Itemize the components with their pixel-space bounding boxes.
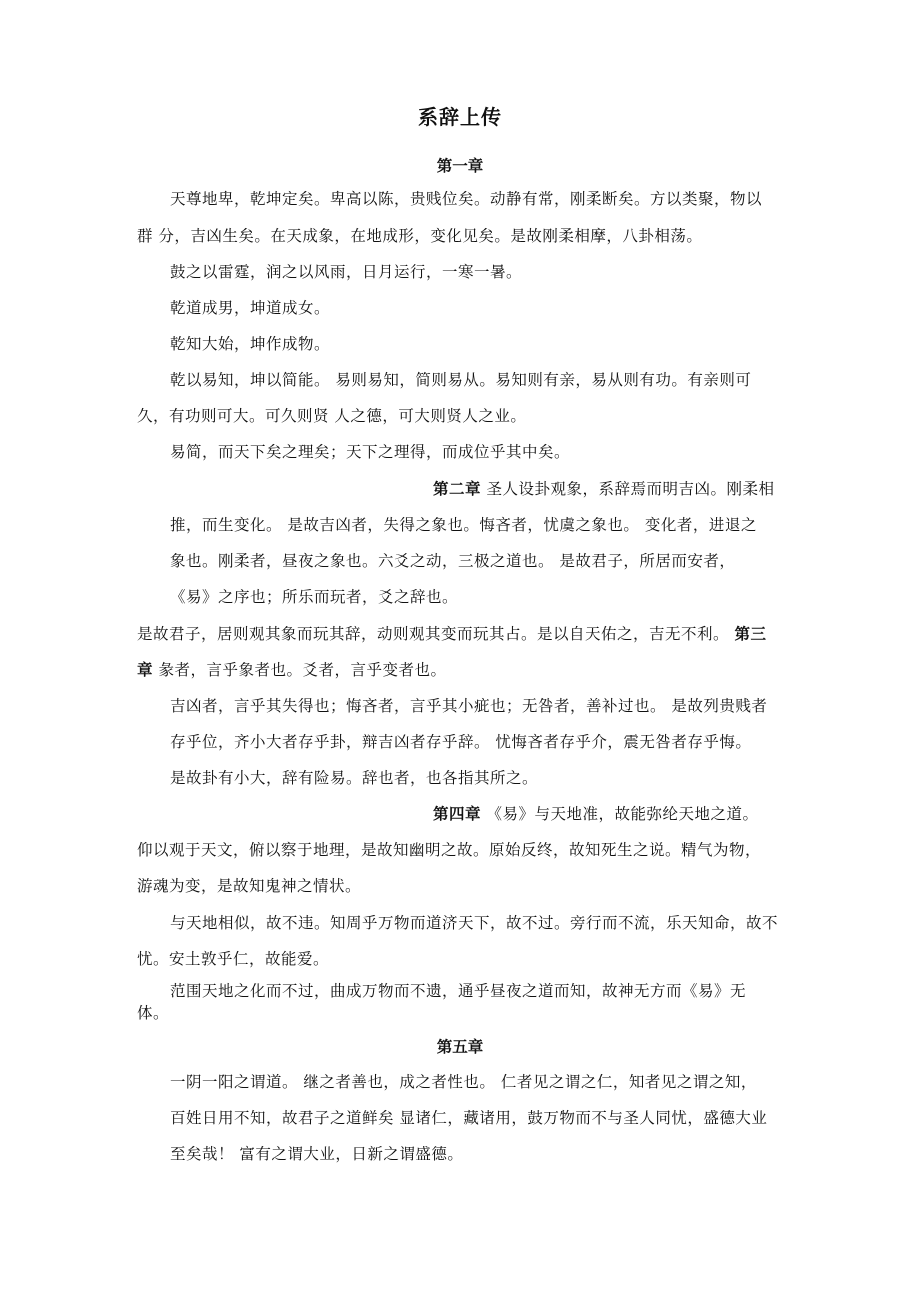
ch4-line-3: 与天地相似，故不违。知周乎万物而道济天下，故不过。旁行而不流，乐天知命，故不 xyxy=(170,914,779,932)
ch2-closing-text: 是故君子，居则观其象而玩其辞，动则观其变而玩其占。是以自天佑之，吉无不利。 xyxy=(137,625,735,643)
ch3-first-line xyxy=(137,660,446,680)
ch1-line-1: 天尊地卑，乾坤定矣。卑高以陈，贵贱位矣。动静有常，刚柔断矣。方以类聚，物以 xyxy=(170,190,763,208)
ch1-line-3: 鼓之以雷霆，润之以风雨，日月运行，一寒一暑。 xyxy=(170,263,523,281)
ch4-first-line xyxy=(433,804,758,824)
ch3-first-text: 彖者，言乎象者也。爻者，言乎变者也。 xyxy=(153,661,447,679)
ch1-line-4: 乾道成男，坤道成女。 xyxy=(170,299,331,317)
ch1-line-8: 易简，而天下矣之理矣；天下之理得，而成位乎其中矣。 xyxy=(170,443,571,461)
ch4-line-4: 忧。安土敦乎仁，故能爱。 xyxy=(137,950,330,968)
ch4-line-6: 体。 xyxy=(137,1004,170,1022)
chapter-5-heading: 第五章 xyxy=(436,1038,484,1056)
ch1-line-5: 乾知大始，坤作成物。 xyxy=(170,335,331,353)
ch4-line-5: 范围天地之化而不过，曲成万物而不遗，通乎昼夜之道而知，故神无方而《易》无 xyxy=(170,982,747,1000)
ch5-line-1: 一阴一阳之谓道。 继之者善也，成之者性也。 仁者见之谓之仁，知者见之谓之知， xyxy=(170,1073,757,1091)
ch4-first-text: 《易》与天地准，故能弥纶天地之道。 xyxy=(481,805,759,823)
ch5-line-2: 百姓日用不知，故君子之道鲜矣 显诸仁，藏诸用，鼓万物而不与圣人同忧，盛德大业 xyxy=(170,1109,768,1127)
chapter-4-heading: 第四章 xyxy=(433,805,482,823)
chapter-3-heading-part1: 第三 xyxy=(734,625,767,643)
chapter-2-heading: 第二章 xyxy=(433,480,482,498)
ch4-line-1: 仰以观于天文，俯以察于地理，是故知幽明之故。原始反终，故知死生之说。精气为物， xyxy=(137,841,762,859)
ch3-line-1: 吉凶者，言乎其失得也；悔吝者，言乎其小疵也；无咎者，善补过也。 是故列贵贱者 xyxy=(170,697,768,715)
ch2-line-3: 《易》之序也；所乐而玩者，爻之辞也。 xyxy=(170,588,459,606)
chapter-1-heading: 第一章 xyxy=(436,157,484,175)
ch1-line-7: 久，有功则可大。可久则贤 人之德，可大则贤人之业。 xyxy=(137,407,527,425)
ch2-closing-line xyxy=(137,624,766,644)
ch4-line-2: 游魂为变，是故知鬼神之情状。 xyxy=(137,877,362,895)
ch2-line-2: 象也。刚柔者，昼夜之象也。六爻之动，三极之道也。 是故君子，所居而安者， xyxy=(170,552,736,570)
ch3-line-3: 是故卦有小大，辞有险易。辞也者，也各指其所之。 xyxy=(170,769,539,787)
document-title: 系辞上传 xyxy=(418,105,502,129)
ch2-first-text: 圣人设卦观象，系辞焉而明吉凶。刚柔相 xyxy=(481,480,775,498)
ch2-line-1: 推，而生变化。 是故吉凶者，失得之象也。悔吝者，忧虞之象也。 变化者，进退之 xyxy=(170,516,757,534)
chapter-3-heading-part2: 章 xyxy=(137,661,154,679)
ch3-line-2: 存乎位，齐小大者存乎卦，辩吉凶者存乎辞。 忧悔吝者存乎介，震无咎者存乎悔。 xyxy=(170,733,752,751)
ch5-line-3: 至矣哉！ 富有之谓大业，日新之谓盛德。 xyxy=(170,1145,464,1163)
ch1-line-2: 群 分，吉凶生矣。在天成象，在地成形，变化见矣。是故刚柔相摩，八卦相荡。 xyxy=(137,227,703,245)
ch1-line-6: 乾以易知，坤以简能。 易则易知，简则易从。易知则有亲，易从则有功。有亲则可 xyxy=(170,371,752,389)
ch2-first-line xyxy=(433,479,774,499)
